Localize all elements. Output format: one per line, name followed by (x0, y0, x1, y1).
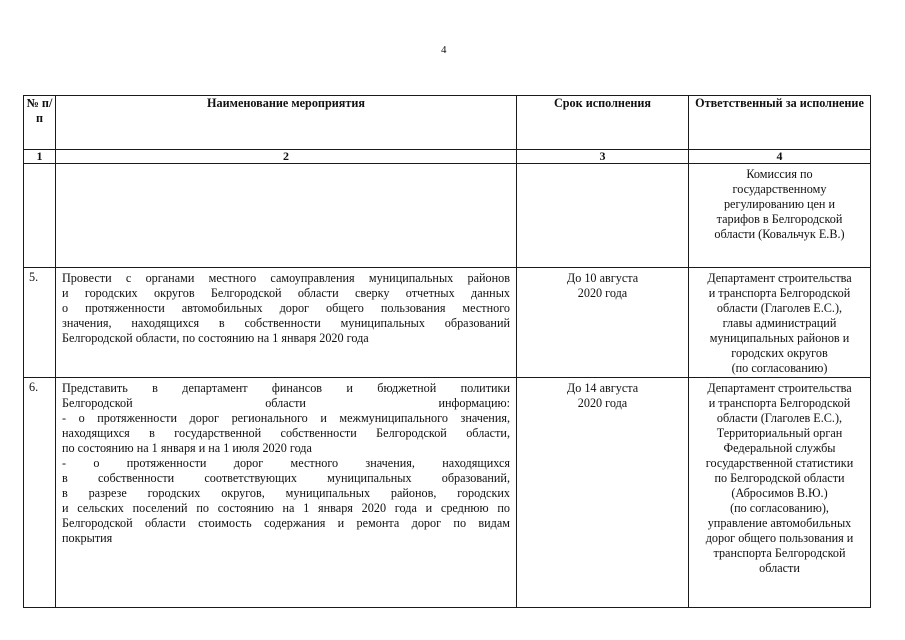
text-line: находящихся в государственной собственности Белгородской области, (62, 426, 510, 440)
row-number (24, 164, 56, 268)
row-number: 6. (24, 378, 56, 608)
deadline (517, 164, 689, 268)
text-line: по состоянию на 1 января и на 1 июля 2020 года (62, 441, 312, 455)
header-num: № п/п (24, 96, 56, 150)
text-line: Федеральной службы (723, 441, 836, 455)
text-line: муниципальных районов и (709, 331, 850, 345)
column-number: 2 (56, 150, 517, 164)
text-line: и транспорта Белгородской (708, 396, 851, 410)
text-line: До 14 августа (566, 381, 639, 395)
text-line: 2020 года (577, 286, 628, 300)
responsible (689, 268, 871, 378)
text-line: в собственности соответствующих муниципальных образований, (62, 471, 510, 485)
text-line: тарифов в Белгородской (716, 212, 843, 226)
text-line: Департамент строительства (707, 271, 852, 285)
table-header-row (24, 96, 871, 150)
text-line: (по согласованию), (730, 501, 829, 515)
text-line: в разрезе городских округов, муниципальных районов, городских (62, 486, 510, 500)
column-number: 4 (689, 150, 871, 164)
column-number-row (24, 150, 871, 164)
measure-name (56, 268, 517, 378)
deadline (517, 378, 689, 608)
column-number: 3 (517, 150, 689, 164)
measure-name (56, 378, 517, 608)
text-line: - о протяженности дорог регионального и межмуниципального значения, (62, 411, 510, 425)
text-line: и сельских поселений по состоянию на 1 января 2020 года и среднюю по (62, 501, 510, 515)
text-line: транспорта Белгородской (713, 546, 846, 560)
text-line: дорог общего пользования и (705, 531, 854, 545)
text-line: области (Ковальчук Е.В.) (714, 227, 845, 241)
text-line: области (Глаголев Е.С.), (716, 411, 843, 425)
table-row (24, 164, 871, 268)
text-line: Комиссия по (746, 167, 813, 181)
column-number: 1 (24, 150, 56, 164)
text-line: управление автомобильных (707, 516, 852, 530)
text-line: (по согласованию) (731, 361, 828, 375)
text-line: государственному (732, 182, 827, 196)
deadline (517, 268, 689, 378)
header-deadline: Срок исполнения (517, 96, 689, 150)
text-line: (Абросимов В.Ю.) (731, 486, 828, 500)
text-line: До 10 августа (566, 271, 639, 285)
text-line: Белгородской области, по состоянию на 1 января 2020 года (62, 331, 369, 345)
text-line: - о протяженности дорог местного значения, находящихся (62, 456, 510, 470)
text-line: Провести с органами местного самоуправления муниципальных районов (62, 271, 510, 285)
text-line: Представить в департамент финансов и бюджетной политики (62, 381, 510, 395)
header-name: Наименование мероприятия (56, 96, 517, 150)
text-line: области (759, 561, 800, 575)
text-line: о протяженности автомобильных дорог общего пользования местного (62, 301, 510, 315)
text-line: государственной статистики (705, 456, 854, 470)
header-responsible: Ответственный за исполнение (689, 96, 871, 150)
row-number: 5. (24, 268, 56, 378)
action-plan-table (23, 95, 871, 608)
text-line: Департамент строительства (707, 381, 852, 395)
text-line: Территориальный орган (716, 426, 843, 440)
text-line: 2020 года (577, 396, 628, 410)
text-line: области (Глаголев Е.С.), (716, 301, 843, 315)
text-line: по Белгородской области (714, 471, 845, 485)
responsible (689, 378, 871, 608)
table-row (24, 268, 871, 378)
measure-name (56, 164, 517, 268)
page-number: 4 (441, 44, 447, 56)
text-line: главы администраций (722, 316, 837, 330)
text-line: и транспорта Белгородской (708, 286, 851, 300)
text-line: и городских округов Белгородской области сверку отчетных данных (62, 286, 510, 300)
text-line: значения, находящихся в собственности муниципальных образований (62, 316, 510, 330)
text-line: Белгородской области стоимость содержания и ремонта дорог по видам (62, 516, 510, 530)
text-line: регулированию цен и (723, 197, 836, 211)
text-line: покрытия (62, 531, 113, 545)
table-row (24, 378, 871, 608)
text-line: Белгородской области информацию: (62, 396, 510, 410)
text-line: городских округов (731, 346, 828, 360)
responsible (689, 164, 871, 268)
